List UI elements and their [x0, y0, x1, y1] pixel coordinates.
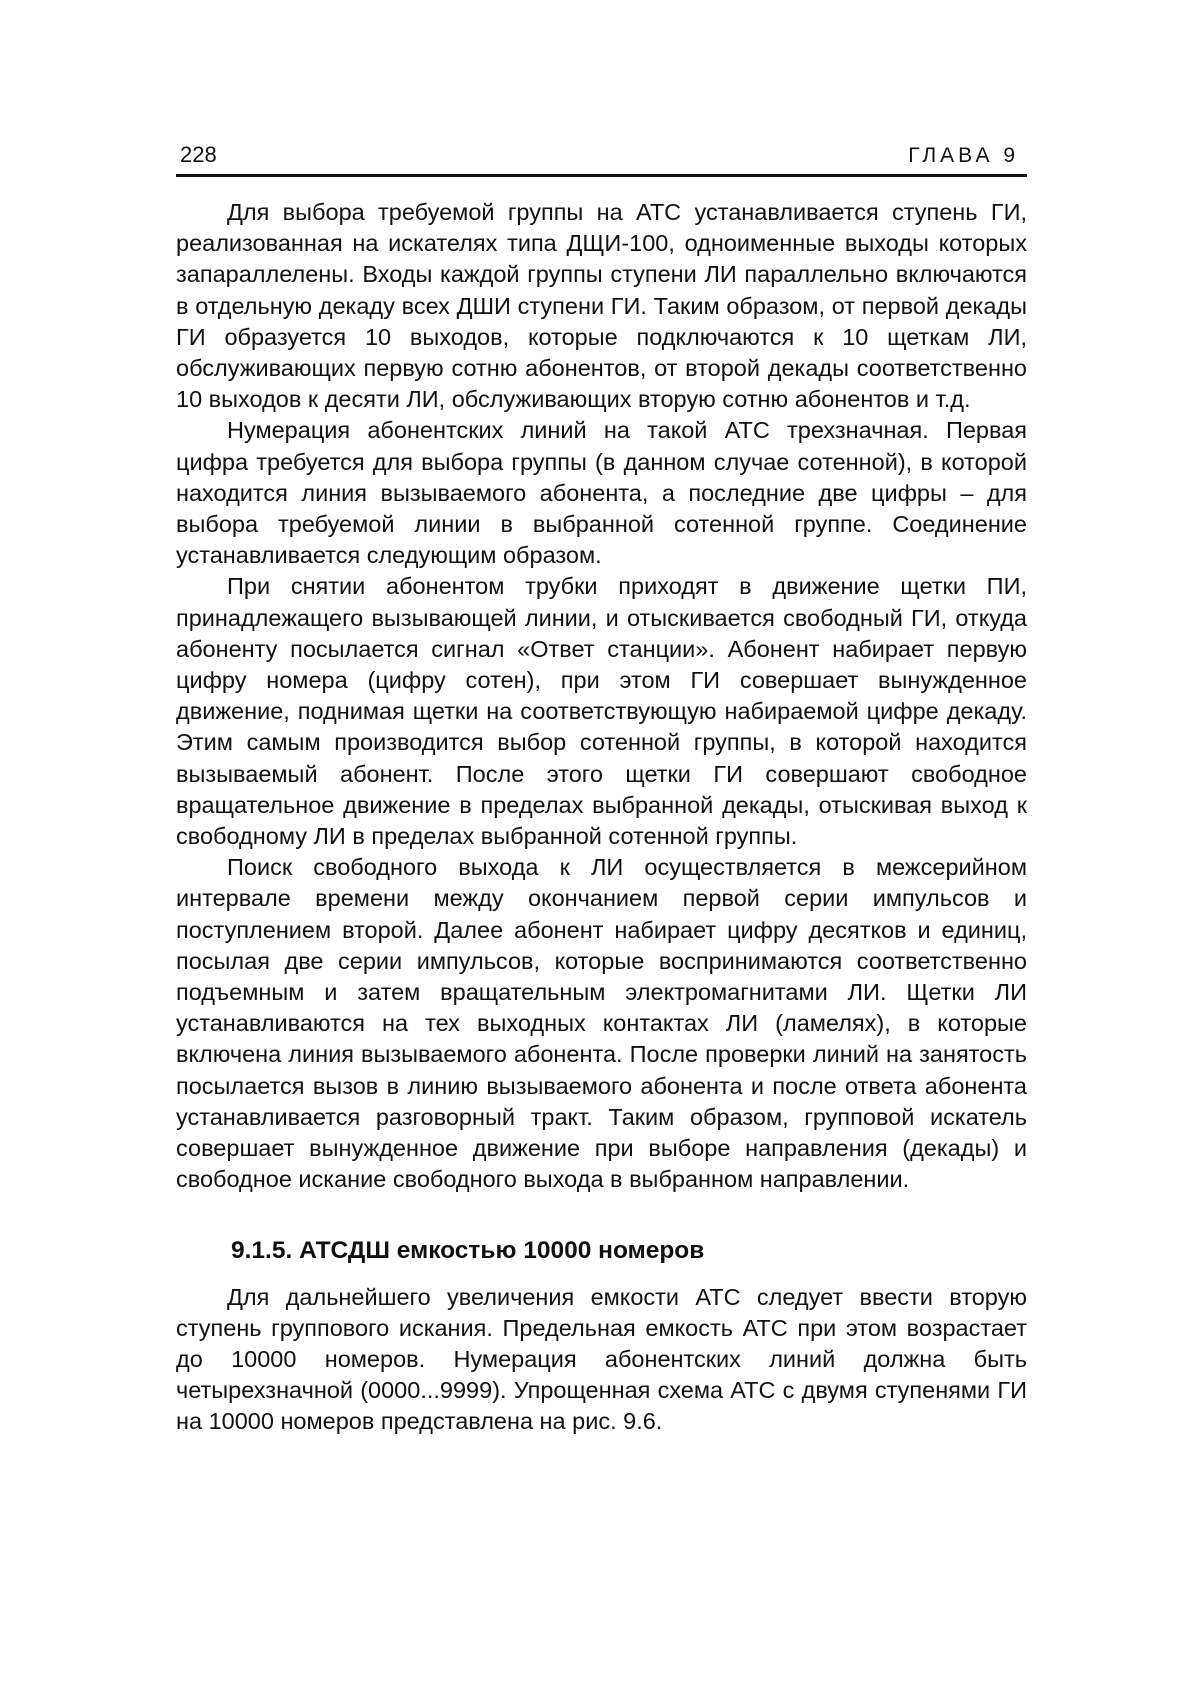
section-heading: 9.1.5. АТСДШ емкостью 10000 номеров	[231, 1236, 705, 1264]
body-text	[176, 197, 1027, 1438]
chapter-label: ГЛАВА 9	[908, 144, 1019, 167]
running-header	[176, 142, 1027, 177]
paragraph-2: Нумерация абонентских линий на такой АТС трехзначная. Первая цифра требуется для выбора группы (в данном случае сотенной), в которой находится линия вызываемого абонента, а последние две цифры – для выбора требуемой линии в выбранной сотенной группе. Соединение устанавливается следующим образом.	[176, 417, 1027, 569]
book-page	[176, 142, 1027, 1438]
page-number: 228	[180, 142, 217, 167]
paragraph-3: При снятии абонентом трубки приходят в движение щетки ПИ, принадлежащего вызывающей линии, и отыскивается свободный ГИ, откуда абоненту посылается сигнал «Ответ станции». Абонент набирает первую цифру номера (цифру сотен), при этом ГИ совершает вынужденное движение, поднимая щетки на соответствующую набираемой цифре декаду. Этим самым производится выбор сотенной группы, в которой находится вызываемый абонент. После этого щетки ГИ совершают свободное вращательное движение в пределах выбранной декады, отыскивая выход к свободному ЛИ в пределах выбранной сотенной группы.	[176, 573, 1027, 850]
paragraph-4: Поиск свободного выхода к ЛИ осуществляется в межсерийном интервале времени между окончанием первой серии импульсов и поступлением второй. Далее абонент набирает цифру десятков и единиц, посылая две серии импульсов, которые воспринимаются соответственно подъемным и затем вращательным электромагнитами ЛИ. Щетки ЛИ устанавливаются на тех выходных контактах ЛИ (ламелях), в которые включена линия вызываемого абонента. После проверки линий на занятость посылается вызов в линию вызываемого абонента и после ответа абонента устанавливается разговорный тракт. Таким образом, групповой искатель совершает вынужденное движение при выборе направления (декады) и свободное искание свободного выхода в выбранном направлении.	[176, 854, 1027, 1193]
section-paragraph: Для дальнейшего увеличения емкости АТС следует ввести вторую ступень группового искания. Предельная емкость АТС при этом возрастает до 10000 номеров. Нумерация абонентских линий должна быть четырехзначной (0000...9999). Упрощенная схема АТС с двумя ступенями ГИ на 10000 номеров представлена на рис. 9.6.	[176, 1283, 1027, 1435]
paragraph-1: Для выбора требуемой группы на АТС устанавливается ступень ГИ, реализованная на искателях типа ДЩИ-100, одноименные выходы которых запараллелены. Входы каждой группы ступени ЛИ параллельно включаются в отдельную декаду всех ДШИ ступени ГИ. Таким образом, от первой декады ГИ образуется 10 выходов, которые подключаются к 10 щеткам ЛИ, обслуживающих первую сотню абонентов, от второй декады соответственно 10 выходов к десяти ЛИ, обслуживающих вторую сотню абонентов и т.д.	[176, 199, 1027, 413]
